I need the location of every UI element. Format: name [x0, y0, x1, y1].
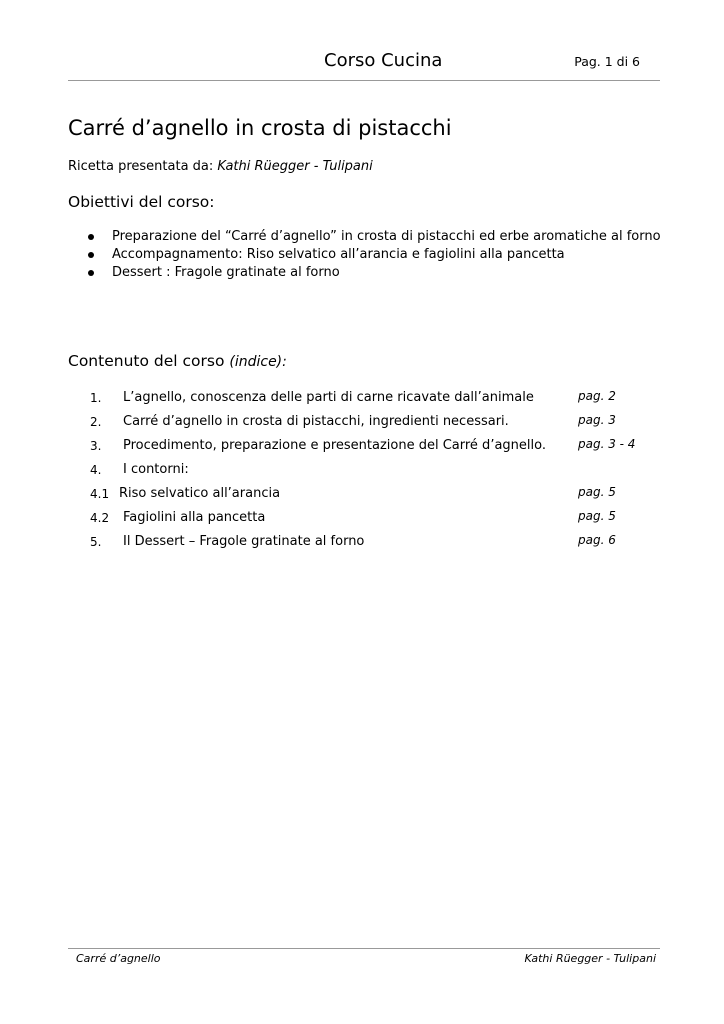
toc-row — [88, 436, 648, 460]
footer-right-text: Kathi Rüegger - Tulipani — [524, 952, 656, 965]
toc-number: 5. — [90, 535, 102, 549]
list-item — [88, 264, 661, 282]
toc-number: 1. — [90, 391, 102, 405]
author-name: Kathi Rüegger - Tulipani — [217, 159, 373, 174]
toc-row — [88, 532, 648, 556]
toc-text: Carré d’agnello in crosta di pistacchi, ingredienti necessari. — [123, 414, 509, 429]
toc-number: 4.2 — [90, 511, 110, 525]
toc-row — [88, 508, 648, 532]
presented-by — [68, 159, 373, 174]
toc-text: Il Dessert – Fragole gratinate al forno — [123, 534, 365, 549]
document-title: Carré d’agnello in crosta di pistacchi — [68, 116, 452, 140]
table-of-contents — [88, 388, 648, 556]
toc-text: L’agnello, conoscenza delle parti di carne ricavate dall’animale — [123, 390, 534, 405]
toc-number: 4.1 — [90, 487, 110, 501]
toc-row — [88, 412, 648, 436]
toc-number: 4. — [90, 463, 102, 477]
bullet-icon — [88, 270, 94, 276]
page-footer — [68, 948, 660, 969]
toc-page: pag. 3 - 4 — [578, 437, 636, 451]
toc-row — [88, 460, 648, 484]
page-header — [68, 48, 660, 81]
bullet-icon — [88, 252, 94, 258]
contents-title — [68, 352, 287, 370]
toc-text: I contorni: — [123, 462, 189, 477]
footer-left-text: Carré d’agnello — [76, 952, 161, 965]
list-item — [88, 228, 661, 246]
contents-title-note: (indice): — [229, 354, 287, 370]
toc-page: pag. 6 — [578, 533, 616, 547]
toc-page: pag. 5 — [578, 509, 616, 523]
toc-text: Riso selvatico all’arancia — [119, 486, 281, 501]
header-title: Corso Cucina — [324, 50, 443, 71]
objectives-title: Obiettivi del corso: — [68, 193, 215, 211]
presented-label: Ricetta presentata da: — [68, 159, 214, 174]
toc-number: 3. — [90, 439, 102, 453]
toc-number: 2. — [90, 415, 102, 429]
toc-row — [88, 484, 648, 508]
toc-text: Procedimento, preparazione e presentazione del Carré d’agnello. — [123, 438, 546, 453]
toc-page: pag. 5 — [578, 485, 616, 499]
list-item — [88, 246, 661, 264]
objectives-list — [88, 228, 661, 282]
toc-row — [88, 388, 648, 412]
objective-text: Dessert : Fragole gratinate al forno — [112, 265, 340, 280]
objective-text: Accompagnamento: Riso selvatico all’arancia e fagiolini alla pancetta — [112, 247, 565, 262]
toc-text: Fagiolini alla pancetta — [123, 510, 266, 525]
toc-page: pag. 2 — [578, 389, 616, 403]
contents-title-text: Contenuto del corso — [68, 352, 225, 370]
header-page-number: Pag. 1 di 6 — [574, 54, 640, 69]
toc-page: pag. 3 — [578, 413, 616, 427]
bullet-icon — [88, 234, 94, 240]
objective-text: Preparazione del “Carré d’agnello” in crosta di pistacchi ed erbe aromatiche al forno — [112, 229, 661, 244]
